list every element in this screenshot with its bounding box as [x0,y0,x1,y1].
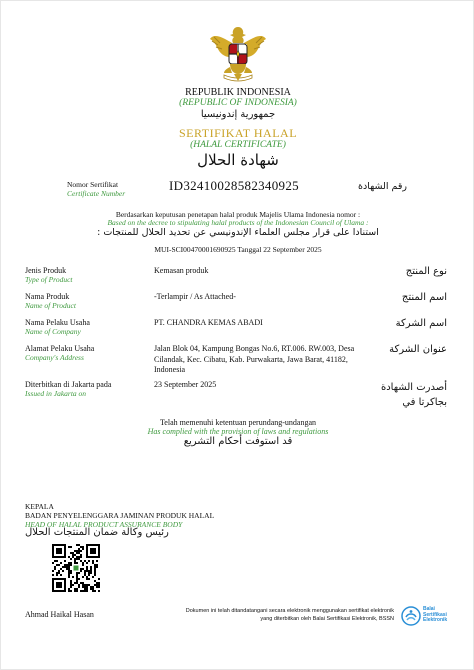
garuda-emblem-icon [208,23,268,85]
e-signature-note-issuer: yang diterbitkan oleh Balai Sertifikasi Elektronik, BSSN [260,616,394,622]
field-label-product-name-ar: اسم المنتج [401,292,447,303]
field-label-company-name-ar: اسم الشركة [395,318,447,329]
country-name-ar: جمهورية إندونيسيا [200,109,276,120]
certificate-number-label: Nomor Sertifikat [67,180,119,189]
field-label-product-name-en: Name of Product [25,301,76,310]
field-value-company-address: Jalan Blok 04, Kampung Bongas No.6, RT.006. RW.003, Desa Cilandak, Kec. Cibatu, Kab. Purwakarta, Jawa Barat, 41182, Indonesia [154,344,355,374]
signatory-agency-en: HEAD OF HALAL PRODUCT ASSURANCE BODY [25,520,183,529]
qr-code-icon[interactable] [52,544,100,592]
signatory-name: Ahmad Haikal Hasan [25,610,94,619]
certificate-number: ID32410028582340925 [169,178,299,193]
decree-text: Berdasarkan keputusan penetapan halal produk Majelis Ulama Indonesia nomor : [115,210,361,219]
bsre-logo-icon [401,606,421,626]
decree-text-en: Based on the decree to stipulating halal products of the Indonesian Council of Ulama : [107,218,369,227]
field-label-product-type-en: Type of Product [25,275,73,284]
field-label-product-type-ar: نوع المنتج [405,266,447,277]
field-label-company-address: Alamat Pelaku Usaha [25,344,95,353]
field-label-product-type: Jenis Produk [25,266,67,275]
decree-reference: MUI-SCI00470001690925 Tanggal 22 September 2025 [154,245,322,254]
compliance-text-ar: قد استوفت أحكام التشريع [183,436,293,447]
signatory-title: KEPALA [25,502,54,511]
compliance-text-en: Has complied with the provision of laws and regulations [147,427,329,436]
e-signature-note: Dokumen ini telah ditandatangani secara elektronik menggunakan sertifikat elektronik [185,608,394,614]
certificate-number-label-ar: رقم الشهادة [358,181,407,192]
field-label-issued: Diterbitkan di Jakarta pada [25,380,112,389]
signatory-agency-ar: رئيس وكالة ضمان المنتجات الحلال [25,527,169,538]
country-name-en: (REPUBLIC OF INDONESIA) [179,98,297,108]
bsre-line-2: Sertifikasi [423,611,447,618]
certificate-title-en: (HALAL CERTIFICATE) [190,140,286,150]
field-label-company-name-en: Name of Company [25,327,81,336]
field-label-issued-en: Issued in Jakarta on [25,389,87,398]
field-value-product-name: -Terlampir / As Attached- [154,292,236,301]
field-label-product-name: Nama Produk [25,292,70,301]
bsre-line-1: Balai [423,606,435,612]
bsre-line-3: Elektronik [423,617,448,623]
country-name: REPUBLIK INDONESIA [185,87,291,98]
field-label-company-name: Nama Pelaku Usaha [25,318,90,327]
field-value-product-type: Kemasan produk [154,266,209,275]
certificate-title-ar: شهادة الحلال [197,151,279,169]
certificate-title: SERTIFIKAT HALAL [178,126,298,140]
decree-text-ar: استنادا على قرار مجلس العلماء الإندونيسي عن تحديد الحلال للمنتجات : [97,227,379,238]
field-value-company-name: PT. CHANDRA KEMAS ABADI [154,318,263,327]
bsre-logo-text [423,607,447,624]
field-label-company-address-en: Company's Address [25,353,84,362]
compliance-text: Telah memenuhi ketentuan perundang-undangan [159,418,317,427]
certificate-number-label-en: Certificate Number [67,189,126,198]
field-label-issued-ar: أصدرت الشهادة بجاكرتا في [380,382,447,408]
field-value-issued-date: 23 September 2025 [154,380,217,389]
field-label-company-address-ar: عنوان الشركة [389,344,447,355]
signatory-agency: BADAN PENYELENGGARA JAMINAN PRODUK HALAL [25,511,215,520]
